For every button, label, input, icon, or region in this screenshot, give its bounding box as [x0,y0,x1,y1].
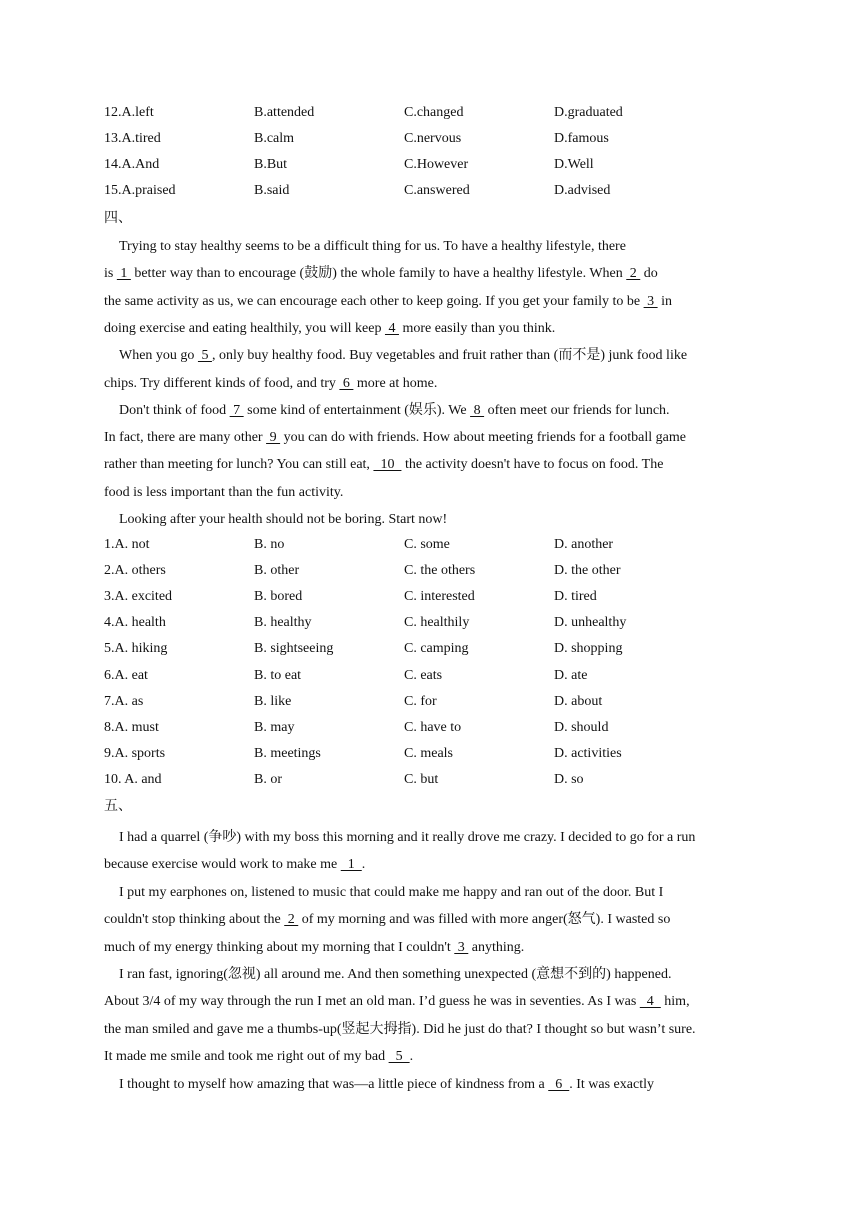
passage-text: you can do with friends. How about meeting friends for a football game [280,430,686,446]
passage-text: some kind of entertainment (娱乐). We [243,402,471,418]
option-item: D. the other [554,563,621,579]
option-row [0,767,860,793]
passage-text: I ran fast, ignoring(忽视) all around me. And then something unexpected (意想不到的) happened. [119,967,672,982]
passage-line [104,988,764,1016]
passage-line [119,961,779,989]
passage-text: Trying to stay healthy seems to be a difficult thing for us. To have a healthy lifestyle, there [119,239,626,254]
passage-line [104,424,764,452]
option-item: D. ate [554,667,588,683]
passage-text: . [409,1049,414,1065]
option-item: D. so [554,771,584,787]
passage-line [104,260,764,288]
option-item: C. camping [404,641,469,657]
passage-text: in [657,293,672,309]
passage-text: In fact, there are many other [104,430,267,446]
option-item: C. eats [404,667,443,683]
passage-text: I thought to myself how amazing that was—a little piece of kindness from a [119,1076,549,1092]
passage-line [104,315,764,343]
option-row [0,126,860,152]
blank-number: 2 [626,266,641,282]
blank-number: 8 [470,402,485,418]
passage-text: because exercise would work to make me [104,857,341,873]
passage-line [104,370,764,398]
option-item: D.Well [554,157,594,172]
passage-text: is [104,266,117,282]
option-item: C.changed [404,105,464,120]
blank-number: 4 [639,994,661,1010]
blank-number: 9 [266,430,281,446]
passage-line [104,479,764,507]
option-item: D. activities [554,745,622,761]
option-item: B. may [254,719,295,735]
option-item: C. meals [404,745,453,761]
option-item: C.However [404,157,469,172]
option-row [0,610,860,636]
passage-text: food is less important than the fun activity. [104,484,344,500]
option-item: B. no [254,537,285,552]
passage-text: the man smiled and gave me a thumbs-up(竖起大拇指). Did he just do that? I thought so but wasn’t sure. [104,1021,696,1037]
blank-number: 4 [384,320,399,336]
passage-text: doing exercise and eating healthily, you will keep [104,320,385,336]
section5-heading: 五、 [104,799,132,814]
passage-line [104,851,764,879]
option-item: 9.A. sports [104,745,166,761]
passage-text: the activity doesn't have to focus on food. The [401,457,664,473]
option-item: D. tired [554,589,597,605]
passage-text: the same activity as us, we can encourage each other to keep going. If you get your family to be [104,293,644,309]
passage-text: more easily than you think. [398,320,556,336]
option-item: D. should [554,719,609,735]
option-item: B. sightseeing [254,641,334,657]
blank-number: 5 [197,348,212,364]
passage-line [104,288,764,316]
passage-line [119,1071,779,1099]
option-item: 2.A. others [104,563,166,579]
option-item: B. healthy [254,615,312,631]
passage-text: . [361,857,366,873]
option-item: B.But [254,157,288,172]
option-item: D.graduated [554,105,623,120]
blank-number: 6 [339,375,354,391]
option-item: D. unhealthy [554,615,627,631]
passage-line [104,906,764,934]
option-item: 10. A. and [104,771,162,787]
option-item: C. but [404,771,439,787]
blank-number: 3 [454,939,469,955]
option-item: B. like [254,693,292,709]
option-item: 1.A. not [104,537,150,552]
passage-line [119,506,779,534]
option-item: C.nervous [404,131,462,146]
option-item: B. meetings [254,745,321,761]
option-item: D.famous [554,131,609,146]
option-item: C. the others [404,563,476,579]
passage-line [104,934,764,962]
option-item: C. have to [404,719,462,735]
passage-line [104,1043,764,1071]
blank-number: 3 [643,293,658,309]
option-item: 7.A. as [104,693,144,709]
passage-text: It made me smile and took me right out of my bad [104,1049,389,1065]
section4-heading: 四、 [104,211,132,226]
passage-text: About 3/4 of my way through the run I met an old man. I’d guess he was in seventies. As I was [104,994,640,1010]
blank-number: 10 [373,457,402,473]
option-row [0,178,860,204]
option-item: 4.A. health [104,615,166,631]
option-item: B. to eat [254,667,302,683]
passage-line [119,233,779,261]
option-item: B. bored [254,589,303,605]
option-item: C. interested [404,589,475,605]
option-item: 5.A. hiking [104,641,168,657]
passage-line [104,451,764,479]
option-item: C.answered [404,183,470,198]
option-item: B. other [254,563,300,579]
option-item: 14.A.And [104,157,160,172]
passage-text: Looking after your health should not be boring. Start now! [119,512,448,527]
option-item: 13.A.tired [104,131,161,146]
passage-text: more at home. [353,375,438,391]
option-item: D.advised [554,183,611,198]
passage-text: rather than meeting for lunch? You can still eat, [104,457,374,473]
option-item: C. for [404,693,437,709]
option-row [0,689,860,715]
option-row [0,636,860,662]
option-item: C. some [404,537,450,552]
passage-text: , only buy healthy food. Buy vegetables and fruit rather than (而不是) junk food like [211,348,688,364]
option-item: 12.A.left [104,105,154,120]
blank-number: 7 [229,402,244,418]
option-row [0,558,860,584]
option-item: D. shopping [554,641,623,657]
option-item: B.calm [254,131,295,146]
option-row [0,152,860,178]
option-row [0,100,860,126]
passage-line [119,824,779,852]
blank-number: 6 [548,1076,570,1092]
passage-text: When you go [119,348,198,364]
option-item: 8.A. must [104,719,159,735]
option-item: C. healthily [404,615,470,631]
option-row [0,741,860,767]
blank-number: 2 [284,912,299,928]
passage-line [119,879,779,907]
passage-text: better way than to encourage (鼓励) the whole family to have a healthy lifestyle. When [130,266,627,282]
option-item: B.said [254,183,290,198]
blank-number: 1 [340,857,362,873]
passage-text: chips. Try different kinds of food, and try [104,375,340,391]
passage-text: I had a quarrel (争吵) with my boss this morning and it really drove me crazy. I decided to go for a run [119,830,696,845]
passage-line [119,342,779,370]
option-item: 6.A. eat [104,667,148,683]
passage-text: . It was exactly [569,1076,654,1092]
passage-text: I put my earphones on, listened to music that could make me happy and ran out of the door. But I [119,884,664,900]
blank-number: 1 [116,266,131,282]
passage-text: Don't think of food [119,402,230,418]
passage-text: him, [660,994,690,1010]
option-item: 3.A. excited [104,589,173,605]
passage-line [119,397,779,425]
blank-number: 5 [388,1049,410,1065]
passage-text: couldn't stop thinking about the [104,912,285,928]
passage-text: anything. [468,939,525,955]
option-item: D. another [554,537,614,552]
passage-text: do [640,266,658,282]
passage-text: much of my energy thinking about my morning that I couldn't [104,939,455,955]
option-item: 15.A.praised [104,183,176,198]
passage-text: often meet our friends for lunch. [484,402,670,418]
option-item: B. or [254,771,282,787]
option-item: D. about [554,693,603,709]
option-row [0,663,860,689]
passage-text: of my morning and was filled with more anger(怒气). I wasted so [298,912,671,928]
option-item: B.attended [254,105,315,120]
option-row [0,532,860,558]
option-row [0,715,860,741]
passage-line [104,1016,764,1044]
option-row [0,584,860,610]
